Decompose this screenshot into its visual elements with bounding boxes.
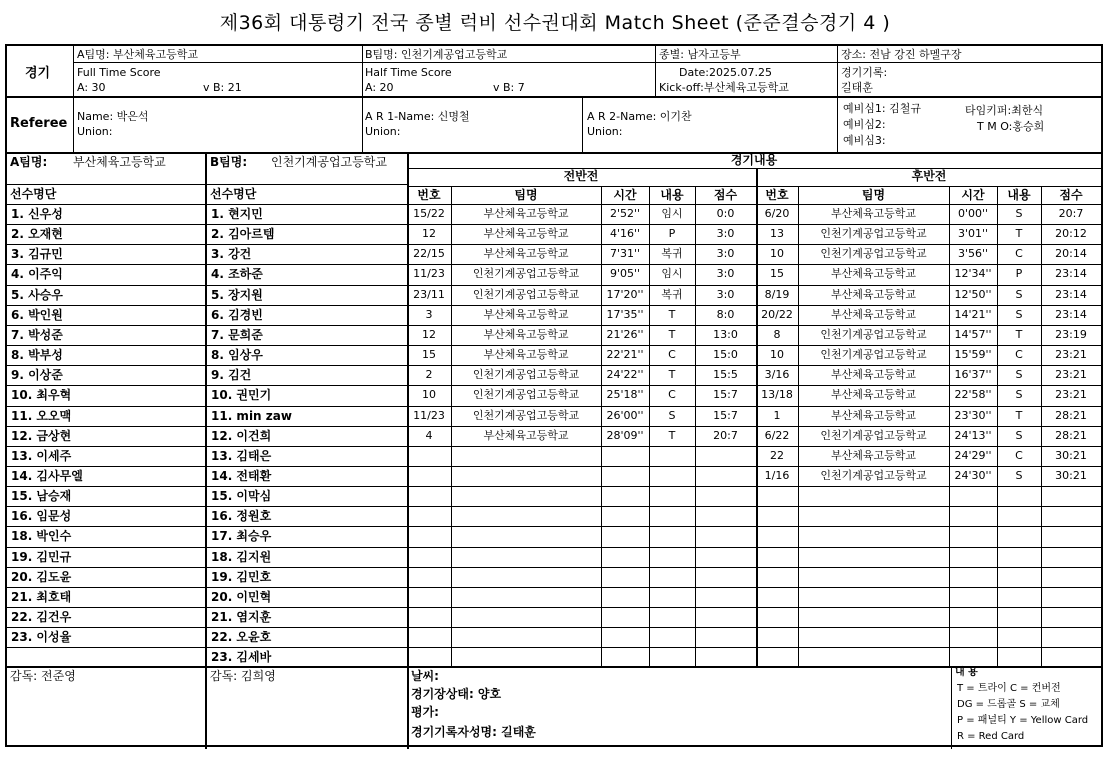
match-date: Date:2025.07.25 (679, 66, 772, 79)
first_half-event-cell: 인천기계공업고등학교 (472, 388, 580, 402)
player-name: 19. 김민호 (211, 569, 272, 584)
second_half-event-cell: T (1015, 227, 1023, 241)
full-time-a: A: 30 (77, 81, 106, 94)
ar2-union: Union: (587, 125, 623, 138)
players-header-a: 선수명단 (10, 187, 57, 201)
column-header: 팀명 (861, 188, 886, 202)
column-header: 점수 (1059, 188, 1083, 202)
grid-line (7, 506, 1101, 507)
second_half-event-cell: 28:21 (1055, 408, 1087, 422)
first_half-event-cell: 3:0 (716, 247, 735, 261)
legend-title: 내 용 (955, 667, 978, 678)
column-header: 시간 (961, 188, 985, 202)
second_half-event-cell: 20:14 (1055, 247, 1087, 261)
first_half-event-cell: S (668, 408, 676, 422)
second_half-event-cell: S (1015, 207, 1023, 220)
first_half-event-cell: 7'31'' (609, 247, 641, 261)
second_half-event-cell: 부산체육고등학교 (830, 408, 916, 422)
grid-line (7, 526, 1101, 527)
team-a-name: 부산체육고등학교 (73, 155, 166, 169)
second_half-event-cell: 20/22 (761, 307, 793, 321)
first_half-event-cell: P (668, 227, 676, 241)
weather: 날씨: (411, 669, 439, 683)
second_half-event-cell: 22 (770, 448, 784, 462)
first_half-event-cell: 20:7 (713, 428, 738, 442)
player-name: 13. 이세주 (11, 448, 72, 463)
full-time-b: v B: 21 (203, 81, 242, 94)
second_half-event-cell: 22'58'' (954, 388, 992, 402)
first_half-event-cell: 인천기계공업고등학교 (472, 368, 580, 382)
second_half-event-cell: S (1015, 468, 1023, 482)
tmo: T M O:홍승희 (977, 120, 1045, 133)
first_half-event-cell: 인천기계공업고등학교 (472, 408, 580, 422)
player-name: 14. 김사무엘 (11, 468, 83, 483)
first_half-event-cell: C (668, 348, 676, 362)
recorder: 경기기록자성명: 길태훈 (411, 725, 536, 739)
second_half-event-cell: 23:21 (1055, 388, 1087, 402)
first_half-event-cell: 복귀 (661, 287, 683, 301)
half-time-a: A: 20 (365, 81, 394, 94)
team-a-header: A팀명: 부산체육고등학교 (77, 48, 198, 61)
column-header: 점수 (713, 188, 738, 202)
team-b-name: 인천기계공업고등학교 (271, 155, 387, 169)
second_half-event-cell: 12'34'' (954, 267, 992, 281)
ar1-name: A R 1-Name: 신명철 (365, 110, 470, 123)
player-name: 14. 전태환 (211, 468, 272, 483)
legend-item: DG = 드롭골 S = 교체 (957, 699, 1060, 710)
first_half-event-cell: 12 (422, 327, 436, 341)
record-label: 경기기록: (841, 66, 888, 79)
venue: 장소: 전남 강진 하멜구장 (841, 48, 962, 61)
team-b-header: B팀명: 인천기계공업고등학교 (365, 48, 508, 61)
first_half-event-cell: 2 (425, 368, 433, 382)
second_half-event-cell: 부산체육고등학교 (830, 368, 916, 382)
player-name: 10. 권민기 (211, 388, 272, 403)
full-time-label: Full Time Score (77, 66, 161, 79)
second_half-event-cell: 23'30'' (954, 408, 992, 422)
evaluation: 평가: (411, 705, 439, 719)
legend-item: P = 패널티 Y = Yellow Card (957, 715, 1089, 726)
first_half-event-cell: 부산체육고등학교 (483, 307, 569, 321)
second_half-event-cell: 인천기계공업고등학교 (820, 247, 927, 261)
second_half-event-cell: S (1015, 428, 1023, 442)
player-name: 2. 오재현 (11, 227, 63, 242)
player-name: 4. 조하준 (211, 267, 263, 282)
first_half-event-cell: 3 (425, 307, 433, 321)
first_half-event-cell: 부산체육고등학교 (483, 207, 569, 220)
second_half-event-cell: 인천기계공업고등학교 (820, 468, 927, 482)
grid-line (7, 547, 1101, 548)
reserve-2: 예비심2: (843, 118, 886, 131)
first_half-event-cell: 부산체육고등학교 (483, 227, 569, 241)
first_half-event-cell: 13:0 (713, 327, 738, 341)
players-header-b: 선수명단 (210, 187, 257, 201)
first_half-event-cell: 17'35'' (606, 307, 644, 321)
player-name: 10. 최우혁 (11, 388, 72, 403)
second_half-event-cell: 0'00'' (957, 207, 989, 220)
player-name: 8. 박부성 (11, 348, 63, 363)
first_half-event-cell: 15 (422, 348, 436, 362)
first_half-event-cell: 26'00'' (606, 408, 644, 422)
first_half-event-cell: 부산체육고등학교 (483, 247, 569, 261)
sheet-title: 제36회 대통령기 전국 종별 럭비 선수권대회 Match Sheet (준준결승경기 4 ) (219, 12, 891, 34)
first_half-event-cell: 22/15 (413, 247, 445, 261)
player-name: 1. 현지민 (211, 207, 263, 221)
first_half-event-cell: 8:0 (716, 307, 735, 321)
grid-line (7, 647, 1101, 648)
first_half-event-cell: 3:0 (716, 227, 735, 241)
second_half-event-cell: 12'50'' (954, 287, 992, 301)
match-sheet (5, 44, 1103, 747)
first_half-event-cell: 3:0 (716, 267, 735, 281)
player-name: 11. 오오맥 (11, 408, 72, 423)
second_half-event-cell: 인천기계공업고등학교 (820, 227, 927, 241)
player-name: 8. 임상우 (211, 348, 263, 363)
second_half-event-cell: 부산체육고등학교 (830, 448, 916, 462)
player-name: 2. 김아르템 (211, 227, 275, 242)
second_half-event-cell: C (1015, 247, 1023, 261)
player-name: 18. 김지원 (211, 549, 272, 564)
second_half-event-cell: 인천기계공업고등학교 (820, 428, 927, 442)
second_half-event-cell: 20:12 (1055, 227, 1087, 241)
second_half-event-cell: 8 (773, 327, 781, 341)
second_half-event-cell: 23:21 (1055, 348, 1087, 362)
second_half-event-cell: 3'56'' (957, 247, 989, 261)
first_half-event-cell: 4'16'' (609, 227, 641, 241)
first_half-event-cell: 0:0 (716, 207, 735, 220)
player-name: 16. 정원호 (211, 509, 272, 524)
first_half-event-cell: 3:0 (716, 287, 735, 301)
player-name: 23. 김세바 (211, 650, 272, 665)
player-name: 18. 박인수 (11, 529, 72, 544)
second_half-event-cell: 13/18 (761, 388, 793, 402)
second_half-event-cell: 30:21 (1055, 448, 1087, 462)
first_half-event-cell: 22'21'' (606, 348, 644, 362)
first_half-event-cell: 11/23 (413, 408, 445, 422)
second_half-event-cell: 23:14 (1055, 267, 1087, 281)
second_half-event-cell: 부산체육고등학교 (830, 207, 916, 220)
reserve-3: 예비심3: (843, 134, 886, 147)
second_half-event-cell: 부산체육고등학교 (830, 307, 916, 321)
second_half-event-cell: T (1015, 408, 1023, 422)
player-name: 20. 이민혁 (211, 589, 272, 604)
second_half-event-cell: 23:21 (1055, 368, 1087, 382)
record-name: 길태훈 (841, 81, 873, 94)
first_half-event-cell: 28'09'' (606, 428, 644, 442)
kickoff: Kick-off:부산체육고등학교 (659, 81, 789, 94)
second_half-event-cell: 8/19 (764, 287, 790, 301)
player-name: 3. 강건 (211, 247, 252, 262)
player-name: 21. 염지훈 (211, 610, 272, 624)
first_half-event-cell: 15:0 (713, 348, 738, 362)
player-name: 9. 김건 (211, 368, 252, 383)
player-name: 19. 김민규 (11, 549, 72, 564)
player-name: 4. 이주익 (11, 267, 63, 282)
second_half-event-cell: T (1015, 327, 1023, 341)
first_half-event-cell: 10 (422, 388, 436, 402)
first_half-event-cell: 17'20'' (606, 287, 644, 301)
second_half-event-cell: 30:21 (1055, 468, 1087, 482)
first_half-event-cell: 23/11 (413, 287, 445, 301)
half-time-label: Half Time Score (365, 66, 452, 79)
second_half-event-cell: 15'59'' (954, 348, 992, 362)
first_half-event-cell: 인천기계공업고등학교 (472, 287, 580, 301)
first_half-event-cell: 복귀 (661, 247, 683, 261)
first_half-event-cell: 임시 (661, 207, 683, 220)
second_half-event-cell: 6/22 (764, 428, 790, 442)
second_half-event-cell: 24'29'' (954, 448, 992, 462)
second_half-event-cell: 부산체육고등학교 (830, 287, 916, 301)
column-header: 시간 (613, 188, 637, 202)
first_half-event-cell: 15/22 (413, 207, 445, 220)
second_half-event-cell: 24'30'' (954, 468, 992, 482)
second_half-event-cell: 10 (770, 247, 784, 261)
grid-line (7, 627, 1101, 628)
first_half-event-cell: 15:5 (713, 368, 738, 382)
player-name: 5. 사승우 (11, 287, 63, 302)
first_half-event-cell: T (668, 428, 676, 442)
player-name: 11. min zaw (211, 408, 292, 423)
second_half-event-cell: 13 (770, 227, 784, 241)
first_half-event-cell: 부산체육고등학교 (483, 428, 569, 442)
player-name: 7. 박성준 (11, 327, 63, 342)
first_half-event-cell: 임시 (661, 267, 683, 281)
second_half-event-cell: S (1015, 388, 1023, 402)
second_half-event-cell: S (1015, 368, 1023, 382)
first_half-event-cell: 15:7 (713, 388, 738, 402)
first_half-event-cell: 12 (422, 227, 436, 241)
player-name: 5. 장지원 (211, 287, 263, 302)
first_half-event-cell: 11/23 (413, 267, 445, 281)
player-name: 6. 박인원 (11, 307, 63, 322)
player-name: 3. 김규민 (11, 247, 63, 262)
column-header: 번호 (417, 188, 441, 202)
second_half-event-cell: 부산체육고등학교 (830, 388, 916, 402)
player-name: 12. 이건희 (211, 428, 272, 443)
second_half-event-cell: 3/16 (764, 368, 790, 382)
reserve-1: 예비심1: 김철규 (843, 102, 921, 115)
grid-line (7, 567, 1101, 568)
half-time-b: v B: 7 (493, 81, 525, 94)
player-name: 9. 이상준 (11, 368, 63, 383)
field-condition: 경기장상태: 양호 (411, 687, 502, 701)
second_half-event-cell: 1 (773, 408, 781, 422)
ar1-union: Union: (365, 125, 401, 138)
first_half-event-cell: T (668, 307, 676, 321)
player-name: 6. 김경빈 (211, 307, 263, 322)
first_half-event-cell: 24'22'' (606, 368, 644, 382)
player-name: 23. 이성율 (11, 630, 72, 645)
player-name: 22. 오윤호 (211, 630, 272, 645)
player-name: 15. 남승재 (11, 489, 72, 504)
team-b-label: B팀명: (210, 155, 248, 169)
second_half-event-cell: 인천기계공업고등학교 (820, 327, 927, 341)
second_half-event-cell: 23:14 (1055, 307, 1087, 321)
column-header: 내용 (660, 188, 684, 202)
second_half-event-cell: S (1015, 287, 1023, 301)
first_half-event-cell: 부산체육고등학교 (483, 327, 569, 341)
second_half-event-cell: 인천기계공업고등학교 (820, 348, 927, 362)
player-name: 1. 신우성 (11, 207, 63, 221)
game-label: 경기 (25, 66, 51, 81)
player-name: 13. 김태은 (211, 448, 272, 463)
first_half-event-cell: 21'26'' (606, 327, 644, 341)
team-a-label: A팀명: (10, 155, 48, 169)
player-name: 17. 최승우 (211, 529, 272, 544)
grid-line (7, 587, 1101, 588)
first_half-event-cell: 2'52'' (609, 207, 641, 220)
grid-line (7, 486, 1101, 487)
column-header: 팀명 (514, 188, 538, 202)
second_half-event-cell: 10 (770, 348, 784, 362)
player-name: 12. 금상현 (11, 428, 72, 443)
player-name: 15. 이막심 (211, 489, 272, 504)
referee-name: Name: 박은석 (77, 110, 149, 123)
player-name: 21. 최호태 (11, 589, 72, 604)
legend-item: T = 트라이 C = 컨버전 (957, 683, 1061, 694)
first-half-title: 전반전 (563, 169, 599, 183)
second_half-event-cell: 23:14 (1055, 287, 1087, 301)
first_half-event-cell: 4 (425, 428, 433, 442)
first_half-event-cell: 인천기계공업고등학교 (472, 267, 580, 281)
second_half-event-cell: 3'01'' (957, 227, 989, 241)
second_half-event-cell: S (1015, 307, 1023, 321)
second_half-event-cell: 1/16 (764, 468, 790, 482)
first_half-event-cell: T (668, 368, 676, 382)
second_half-event-cell: 28:21 (1055, 428, 1087, 442)
player-name: 20. 김도윤 (11, 569, 72, 584)
column-header: 번호 (765, 188, 789, 202)
second_half-event-cell: 24'13'' (954, 428, 992, 442)
second_half-event-cell: C (1015, 448, 1023, 462)
second_half-event-cell: 14'57'' (954, 327, 992, 341)
category: 종별: 남자고등부 (659, 48, 741, 61)
coach-b: 감독: 김희영 (210, 669, 276, 683)
first_half-event-cell: 부산체육고등학교 (483, 348, 569, 362)
player-name: 7. 문희준 (211, 327, 263, 342)
first_half-event-cell: T (668, 327, 676, 341)
second_half-event-cell: 20:7 (1058, 207, 1084, 220)
grid-line (7, 607, 1101, 608)
second_half-event-cell: 15 (770, 267, 784, 281)
legend-item: R = Red Card (957, 731, 1025, 742)
second_half-event-cell: 6/20 (764, 207, 790, 220)
first_half-event-cell: 15:7 (713, 408, 738, 422)
first_half-event-cell: C (668, 388, 676, 402)
player-name: 16. 임문성 (11, 509, 72, 524)
second_half-event-cell: 14'21'' (954, 307, 992, 321)
second_half-event-cell: P (1015, 267, 1023, 281)
first_half-event-cell: 9'05'' (609, 267, 641, 281)
first_half-event-cell: 25'18'' (606, 388, 644, 402)
second_half-event-cell: 23:19 (1055, 327, 1087, 341)
referee-union: Union: (77, 125, 113, 138)
ar2-name: A R 2-Name: 이기찬 (587, 110, 692, 123)
player-name: 22. 김건우 (11, 610, 72, 624)
coach-a: 감독: 전준영 (10, 669, 76, 683)
second_half-event-cell: 16'37'' (954, 368, 992, 382)
referee-label: Referee (10, 116, 68, 131)
second_half-event-cell: C (1015, 348, 1023, 362)
second-half-title: 후반전 (911, 169, 947, 183)
timekeeper: 타임키퍼:최한식 (965, 104, 1044, 117)
match-content-title: 경기내용 (730, 153, 778, 167)
second_half-event-cell: 부산체육고등학교 (830, 267, 916, 281)
column-header: 내용 (1007, 188, 1031, 202)
